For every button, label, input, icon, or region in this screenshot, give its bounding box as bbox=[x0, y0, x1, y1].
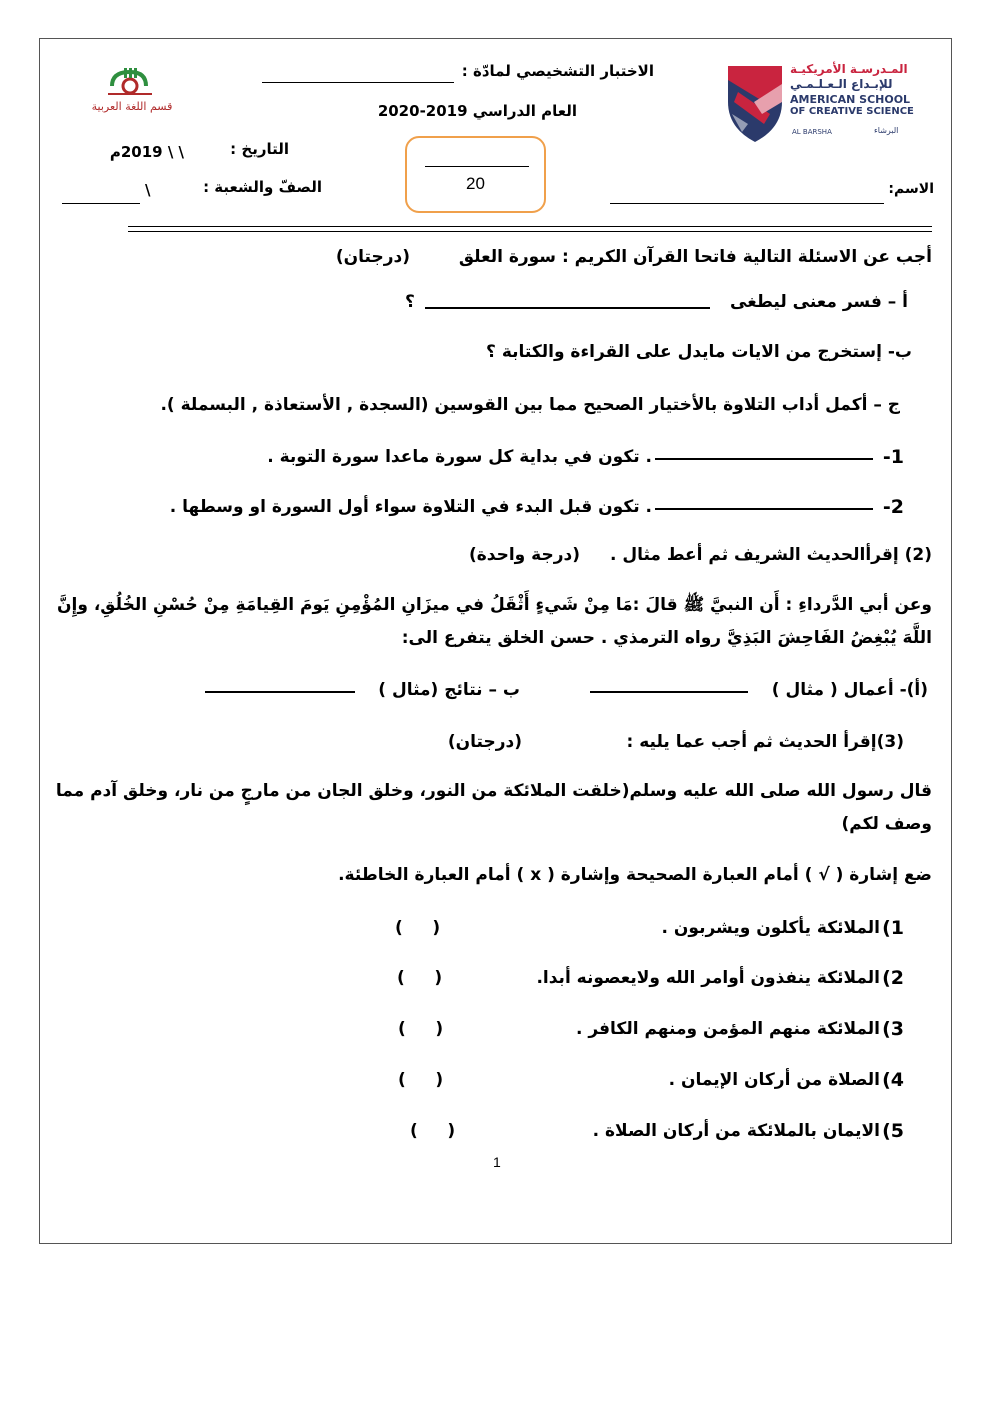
date-label: التاريخ : bbox=[230, 140, 289, 158]
class-label: الصفّ والشعبة : bbox=[203, 178, 322, 196]
q2-hadith-line1: وعن أبي الدَّرداءِ : أَن النبيَّ ﷺ قالَ :مَا مِنْ شَيءٍ أَثْقَلُ في ميزَانِ المُؤْمِنِ يَومَ القِيامَةِ مِنْ حُسْنِ الخُلُقِ، وإِنَّ bbox=[57, 595, 932, 615]
name-label: الاسم: bbox=[888, 181, 934, 197]
q3-answer-box[interactable]: ( ) bbox=[395, 918, 441, 938]
date-value: \ \ 2019م bbox=[109, 143, 184, 161]
q1-a-end: ؟ bbox=[405, 292, 415, 312]
q3-item-text: الملائكة ينفذون أوامر الله ولايعصونه أبدا. bbox=[536, 968, 880, 988]
q3-hadith-line1: قال رسول الله صلى الله عليه وسلم(خلقت الملائكة من النور، وخلق الجان من مارجٍ من نار، وخلق آدم مما bbox=[55, 781, 932, 801]
school-name-ar-1: المـدرسـة الأمريكيـة bbox=[790, 62, 908, 76]
school-name-ar-2: للإبـداع الـعـلـمـي bbox=[790, 77, 893, 91]
header-separator-2 bbox=[128, 231, 932, 232]
academic-year: العام الدراسي 2019-2020 bbox=[377, 102, 577, 120]
q1-marks: (درجتان) bbox=[335, 247, 410, 267]
class-line bbox=[62, 203, 140, 204]
school-name-en-1: AMERICAN SCHOOL bbox=[790, 93, 911, 106]
q3-item-text: الملائكة منهم المؤمن ومنهم الكافر . bbox=[575, 1019, 880, 1039]
q3-item-text: الملائكة يأكلون ويشربون . bbox=[661, 918, 880, 938]
campus-en: AL BARSHA bbox=[792, 128, 832, 136]
q3-instruction: ضع إشارة ( √ ) أمام العبارة الصحيحة وإشارة ( x ) أمام العبارة الخاطئة. bbox=[338, 865, 932, 885]
q3-item-number: 4) bbox=[882, 1069, 904, 1091]
q2-marks: (درجة واحدة) bbox=[468, 545, 580, 565]
q1-a-answer-line bbox=[425, 307, 710, 309]
q1-a: أ – فسر معنى ليطغى bbox=[730, 292, 908, 312]
q3-answer-box[interactable]: ( ) bbox=[398, 1070, 444, 1090]
q3-item-number: 5) bbox=[882, 1120, 904, 1142]
q1-heading: أجب عن الاسئلة التالية فاتحا القرآن الكريم : سورة العلق bbox=[458, 247, 932, 267]
campus-ar: البرشاء bbox=[874, 126, 899, 135]
header-separator bbox=[128, 226, 932, 227]
score-total: 20 bbox=[466, 174, 485, 193]
q1-c2-answer-line bbox=[655, 508, 873, 510]
q3-answer-box[interactable]: ( ) bbox=[410, 1121, 456, 1141]
exam-title: الاختبار التشخيصي لمادّة : bbox=[461, 62, 654, 80]
q1-c1-text: . تكون في بداية كل سورة ماعدا سورة التوبة . bbox=[267, 447, 652, 467]
q1-c1-num: 1- bbox=[882, 446, 904, 468]
dept-name: قسم اللغة العربية bbox=[91, 100, 173, 113]
q3-item-number: 2) bbox=[882, 967, 904, 989]
score-box bbox=[405, 136, 546, 213]
q3-heading: (3)إقرأ الحديث ثم أجب عما يليه : bbox=[626, 732, 904, 752]
q1-c1-answer-line bbox=[655, 458, 873, 460]
school-logo bbox=[724, 62, 920, 142]
q2-hadith-line2: اللَّهَ يُبْغِضُ الفَاحِشَ البَذِيَّ رواه الترمذي . حسن الخلق يتفرع الى: bbox=[401, 628, 932, 648]
arabic-dept-emblem-icon bbox=[84, 66, 176, 100]
q1-c2-text: . تكون قبل البدء في التلاوة سواء أول السورة او وسطها . bbox=[169, 497, 652, 517]
q3-marks: (درجتان) bbox=[447, 732, 522, 752]
school-name-en-2: OF CREATIVE SCIENCE bbox=[790, 106, 914, 117]
q2-a-label: (أ)- أعمال ( مثال ) bbox=[771, 680, 928, 700]
q3-item-text: الصلاة من أركان الإيمان . bbox=[668, 1070, 880, 1090]
q2-a-answer-line bbox=[590, 691, 748, 693]
q3-hadith-line2: وصف لكم) bbox=[841, 814, 932, 834]
q1-b: ب- إستخرج من الايات مايدل على القراءة والكتابة ؟ bbox=[486, 342, 912, 362]
q3-item-text: الايمان بالملائكة من أركان الصلاة . bbox=[592, 1121, 880, 1141]
q3-answer-box[interactable]: ( ) bbox=[397, 968, 443, 988]
q3-answer-box[interactable]: ( ) bbox=[398, 1019, 444, 1039]
page-number: 1 bbox=[493, 1154, 501, 1170]
q2-b-answer-line bbox=[205, 691, 355, 693]
q1-c2-num: 2- bbox=[882, 496, 904, 518]
subject-line bbox=[262, 82, 454, 83]
class-separator: \ bbox=[145, 181, 151, 199]
score-line bbox=[425, 166, 529, 167]
department-logo bbox=[84, 66, 176, 116]
q2-heading: (2) إقرأالحديث الشريف ثم أعط مثال . bbox=[609, 545, 932, 565]
school-shield-icon bbox=[724, 62, 786, 144]
q3-item-number: 3) bbox=[882, 1018, 904, 1040]
q3-item-number: 1) bbox=[882, 917, 904, 939]
q2-b-label: ب – نتائج (مثال ) bbox=[378, 680, 520, 700]
name-line bbox=[610, 203, 884, 204]
q1-c: ج – أكمل أداب التلاوة بالأختيار الصحيح مما بين القوسين (السجدة , الأستعاذة , البسملة ). bbox=[160, 395, 900, 415]
